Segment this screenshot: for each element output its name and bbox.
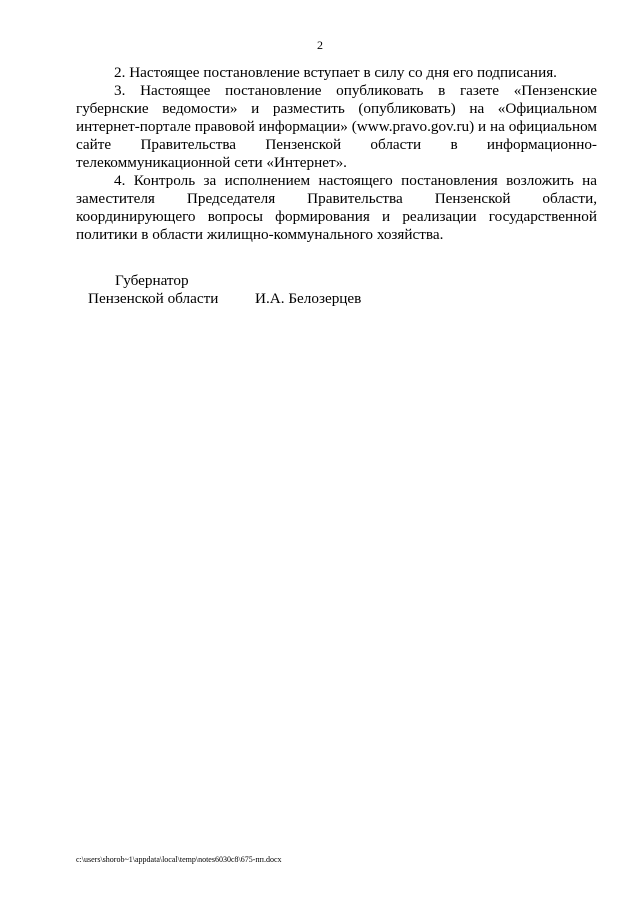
paragraph-publication: 3. Настоящее постановление опубликовать в газете «Пензенские губернские ведомости» и разместить (опубликовать) на «Официальном интернет-портале правовой информации» (www.pravo.gov.ru) и на официальном сайте Правительства Пензенской области в информационно-телекоммуникационной сети «Интернет». xyxy=(76,82,597,171)
signatory-name: И.А. Белозерцев xyxy=(255,290,362,307)
footer-file-path: c:\users\shorob~1\appdata\local\temp\notes6030c8\675-пп.docx xyxy=(76,855,282,864)
document-body xyxy=(76,64,597,244)
signatory-region: Пензенской области xyxy=(88,290,219,307)
paragraph-control: 4. Контроль за исполнением настоящего постановления возложить на заместителя Председателя Правительства Пензенской области, координирующего вопросы формирования и реализации государственной политики в области жилищно-коммунального хозяйства. xyxy=(76,172,597,243)
paragraph-effective-date: 2. Настоящее постановление вступает в силу со дня его подписания. xyxy=(114,64,557,81)
signatory-title: Губернатор xyxy=(115,272,189,289)
page-number: 2 xyxy=(317,38,323,52)
